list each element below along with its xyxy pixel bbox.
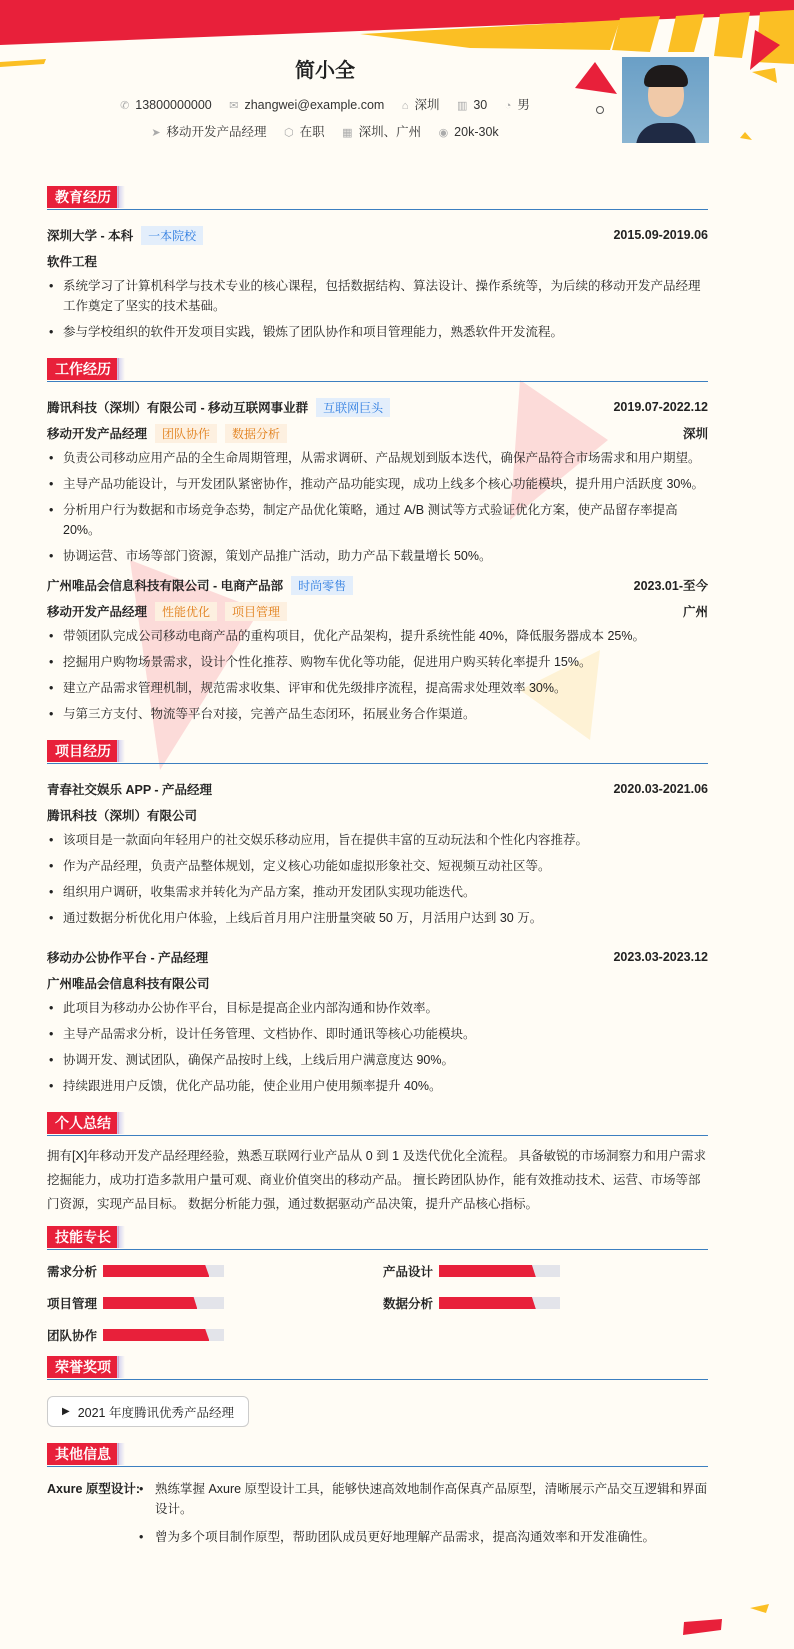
skills-grid: [47, 1262, 708, 1344]
salary: 20k-30k: [454, 125, 499, 139]
skill-name: 项目管理: [47, 1297, 98, 1311]
skill-name: 产品设计: [383, 1265, 434, 1279]
skill-item: [47, 1326, 383, 1344]
section-title: 其他信息: [47, 1443, 119, 1465]
phone-icon: ✆: [120, 100, 130, 112]
role: 移动开发产品经理: [47, 604, 148, 619]
skill-item: [383, 1294, 708, 1312]
award-item[interactable]: [47, 1396, 249, 1427]
skill-tag: 项目管理: [225, 602, 287, 621]
summary-text: 拥有[X]年移动开发产品经理经验，熟悉互联网行业产品从 0 到 1 及迭代优化全流程。 具备敏锐的市场洞察力和用户需求挖掘能力，成功打造多款用户量可观、商业价值突出的移动产品。 擅长跨团队协作，能有效推动技术、运营、市场等部门资源，实现产品目标。 数据分析能力强，通过数据驱动产品决策，提升产品核心指标。: [47, 1149, 707, 1211]
section-title-accent: [117, 186, 125, 208]
position: 移动开发产品经理: [166, 125, 267, 139]
contact-row: [0, 95, 650, 113]
entry-row: [47, 776, 708, 802]
project-name: 移动办公协作平台 - 产品经理: [47, 951, 209, 965]
skill-tag: 性能优化: [155, 602, 217, 621]
company-name: 腾讯科技（深圳）有限公司 - 移动互联网事业群: [47, 400, 309, 415]
email-icon: ✉: [229, 100, 239, 112]
skill-bar: [439, 1297, 560, 1309]
section-header: [47, 1112, 708, 1136]
gender-icon: ◔: [504, 100, 512, 112]
role-wrap: [47, 424, 287, 443]
entry-row: [47, 598, 708, 624]
list-item: • 系统学习了计算机科学与技术专业的核心课程，包括数据结构、算法设计、操作系统等，为后续的移动开发产品经理工作奠定了坚实的技术基础。: [47, 276, 708, 316]
entry-row: [47, 394, 708, 420]
section-title: 荣誉奖项: [47, 1356, 119, 1378]
section-title: 个人总结: [47, 1112, 119, 1134]
other-info: [47, 1479, 708, 1555]
entry-row: [47, 248, 708, 274]
bullet-list: [47, 448, 708, 566]
list-item: • 协调开发、测试团队，确保产品按时上线，上线后用户满意度达 90%。: [47, 1050, 708, 1070]
list-item: • 曾为多个项目制作原型，帮助团队成员更好地理解产品需求，提高沟通效率和开发准确性。: [137, 1527, 708, 1547]
list-item: • 负责公司移动应用产品的全生命周期管理，从需求调研、产品规划到版本迭代，确保产品符合市场需求和用户期望。: [47, 448, 708, 468]
locations: 深圳、广州: [358, 125, 422, 139]
city: 深圳: [414, 98, 440, 112]
section-title-accent: [117, 1226, 125, 1248]
award-text: 2021 年度腾讯优秀产品经理: [77, 1405, 234, 1420]
avatar-photo: [622, 57, 709, 143]
expand-triangle-icon[interactable]: ▶: [62, 1406, 70, 1417]
entry-row: [47, 572, 708, 598]
company-wrap: [47, 576, 353, 595]
section-header: [47, 740, 708, 764]
bullet-list: [47, 830, 708, 928]
gender: 男: [517, 98, 530, 112]
status-icon: ⬡: [284, 127, 294, 139]
bullet-list: [137, 1479, 708, 1555]
spacer: [47, 1102, 708, 1112]
resume-body: [47, 186, 708, 1555]
major: 软件工程: [47, 255, 98, 269]
skill-name: 团队协作: [47, 1329, 98, 1343]
company-tag: 互联网巨头: [316, 398, 390, 417]
list-item: • 该项目是一款面向年轻用户的社交娱乐移动应用，旨在提供丰富的互动玩法和个性化内容推荐。: [47, 830, 708, 850]
list-item: • 与第三方支付、物流等平台对接，完善产品生态闭环，拓展业务合作渠道。: [47, 704, 708, 724]
list-item: • 持续跟进用户反馈，优化产品功能，使企业用户使用频率提升 40%。: [47, 1076, 708, 1096]
section-title-accent: [117, 740, 125, 762]
entry-row: [47, 970, 708, 996]
candidate-name: 简小全: [295, 60, 355, 82]
entry-row: [47, 222, 708, 248]
salary-icon: ◉: [438, 127, 449, 139]
spacer: [47, 934, 708, 944]
project-org: 广州唯品会信息科技有限公司: [47, 977, 210, 991]
section-title-accent: [117, 1443, 125, 1465]
job-intent-row: [0, 122, 650, 140]
list-item: • 作为产品经理，负责产品整体规划，定义核心功能如虚拟形象社交、短视频互动社区等。: [47, 856, 708, 876]
list-item: • 建立产品需求管理机制，规范需求收集、评审和优先级排序流程，提高需求处理效率 30%。: [47, 678, 708, 698]
project-date: 2023.03-2023.12: [613, 950, 708, 964]
list-item: • 熟练掌握 Axure 原型设计工具，能够快速高效地制作高保真产品原型，清晰展示产品交互逻辑和界面设计。: [137, 1479, 708, 1519]
skill-bar-fill: [439, 1297, 536, 1309]
company-name: 广州唯品会信息科技有限公司 - 电商产品部: [47, 578, 284, 593]
list-item: • 通过数据分析优化用户体验，上线后首月用户注册量突破 50 万，月活用户达到 30 万。: [47, 908, 708, 928]
skill-bar: [103, 1297, 224, 1309]
list-item: • 主导产品需求分析，设计任务管理、文档协作、即时通讯等核心功能模块。: [47, 1024, 708, 1044]
entry-row: [47, 420, 708, 446]
section-title-accent: [117, 1112, 125, 1134]
skill-item: [47, 1262, 383, 1280]
spacer: [47, 730, 708, 740]
skill-bar: [103, 1265, 224, 1277]
skill-item: [383, 1262, 708, 1280]
education-date: 2015.09-2019.06: [613, 228, 708, 242]
status: 在职: [299, 125, 325, 139]
bullet-list: [47, 276, 708, 342]
send-icon: ➤: [151, 127, 161, 139]
skill-bar-fill: [439, 1265, 536, 1277]
building-icon: ▦: [342, 127, 353, 139]
spacer: [47, 348, 708, 358]
work-date: 2023.01-至今: [633, 579, 708, 593]
skill-tag: 团队协作: [155, 424, 217, 443]
skill-bar-fill: [103, 1265, 209, 1277]
section-title: 工作经历: [47, 358, 119, 380]
skill-item: [47, 1294, 383, 1312]
section-header: [47, 358, 708, 382]
project-org: 腾讯科技（深圳）有限公司: [47, 809, 198, 823]
home-icon: ⌂: [401, 100, 409, 112]
list-item: • 分析用户行为数据和市场竞争态势，制定产品优化策略，通过 A/B 测试等方式验证优化方案，使产品留存率提高 20%。: [47, 500, 708, 540]
resume-header: [0, 0, 794, 160]
skill-bar-fill: [103, 1329, 209, 1341]
role: 移动开发产品经理: [47, 426, 148, 441]
phone: 13800000000: [135, 98, 212, 112]
school-name: 深圳大学 - 本科: [47, 228, 134, 243]
education-school-wrap: [47, 226, 203, 245]
skill-name: 需求分析: [47, 1265, 98, 1279]
project-date: 2020.03-2021.06: [613, 782, 708, 796]
entry-row: [47, 802, 708, 828]
age-icon: ▥: [456, 100, 468, 112]
skill-name: 数据分析: [383, 1297, 434, 1311]
project-name: 青春社交娱乐 APP - 产品经理: [47, 783, 213, 797]
list-item: • 组织用户调研，收集需求并转化为产品方案，推动开发团队实现功能迭代。: [47, 882, 708, 902]
other-key: Axure 原型设计:: [47, 1482, 141, 1496]
section-header: [47, 1356, 708, 1380]
section-title-accent: [117, 1356, 125, 1378]
work-date: 2019.07-2022.12: [613, 400, 708, 414]
skill-tag: 数据分析: [225, 424, 287, 443]
section-title: 技能专长: [47, 1226, 119, 1248]
skill-bar: [439, 1265, 560, 1277]
list-item: • 带领团队完成公司移动电商产品的重构项目，优化产品架构，提升系统性能 40%，降低服务器成本 25%。: [47, 626, 708, 646]
company-wrap: [47, 398, 390, 417]
section-header: [47, 186, 708, 210]
work-city: 广州: [682, 605, 708, 619]
work-city: 深圳: [682, 427, 708, 441]
list-item: • 挖掘用户购物场景需求，设计个性化推荐、购物车优化等功能，促进用户购买转化率提升 15%。: [47, 652, 708, 672]
section-title: 项目经历: [47, 740, 119, 762]
section-title-accent: [117, 358, 125, 380]
bullet-list: [47, 998, 708, 1096]
age: 30: [473, 98, 488, 112]
section-title: 教育经历: [47, 186, 119, 208]
list-item: • 此项目为移动办公协作平台，目标是提高企业内部沟通和协作效率。: [47, 998, 708, 1018]
entry-row: [47, 944, 708, 970]
skill-bar: [103, 1329, 224, 1341]
list-item: • 参与学校组织的软件开发项目实践，锻炼了团队协作和项目管理能力，熟悉软件开发流程。: [47, 322, 708, 342]
list-item: • 主导产品功能设计，与开发团队紧密协作，推动产品功能实现，成功上线多个核心功能模块，提升用户活跃度 30%。: [47, 474, 708, 494]
school-tag: 一本院校: [141, 226, 203, 245]
list-item: • 协调运营、市场等部门资源，策划产品推广活动，助力产品下载量增长 50%。: [47, 546, 708, 566]
section-header: [47, 1226, 708, 1250]
bullet-list: [47, 626, 708, 724]
section-header: [47, 1443, 708, 1467]
skill-bar-fill: [103, 1297, 197, 1309]
role-wrap: [47, 602, 287, 621]
email: zhangwei@example.com: [244, 98, 385, 112]
company-tag: 时尚零售: [291, 576, 353, 595]
